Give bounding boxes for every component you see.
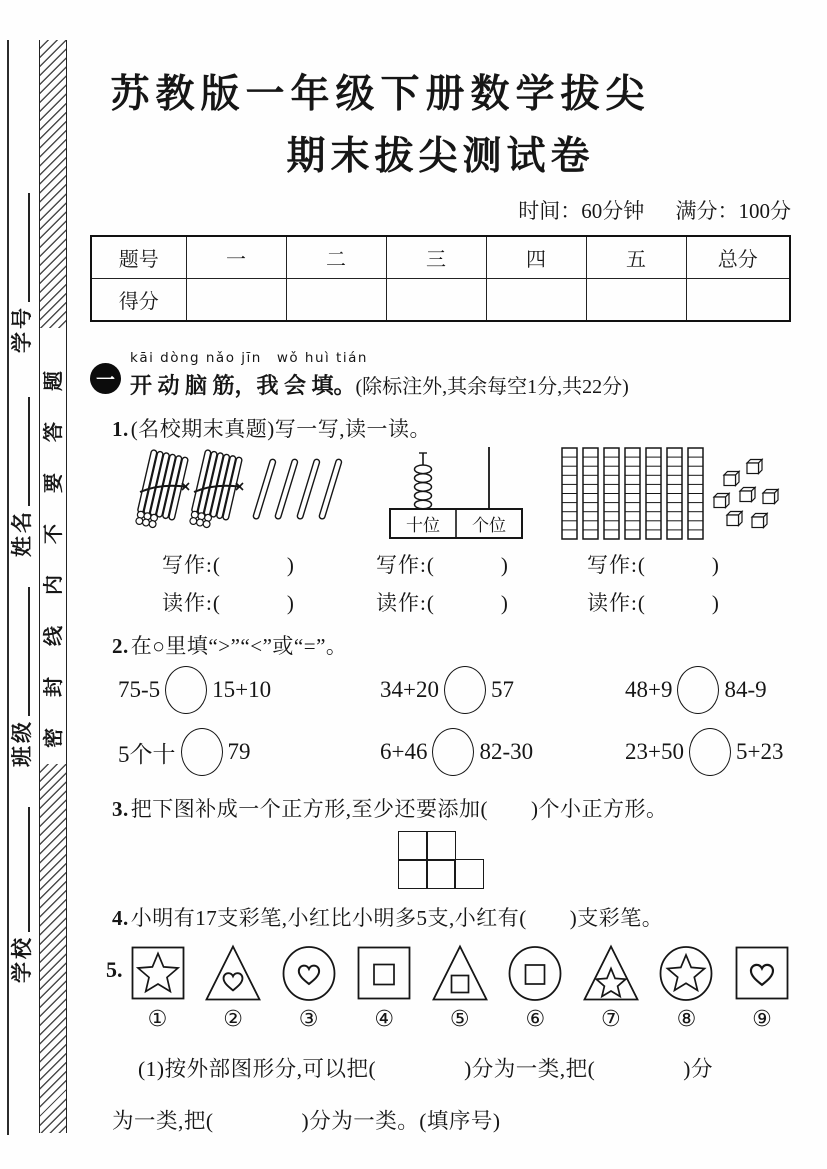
score-cell — [486, 279, 586, 322]
question-3: 3.把下图补成一个正方形,至少还要添加( )个小正方形。 — [112, 797, 668, 821]
answer-circle — [181, 728, 223, 776]
section-score-note: (除标注外,其余每空1分,共22分) — [355, 376, 629, 398]
shape-item-square-square — [355, 944, 413, 1032]
read-as-blank: 读作:( ) — [162, 591, 295, 615]
answer-circle — [689, 728, 731, 776]
shape-item-circle-heart — [280, 944, 338, 1032]
ones-place-label: 个位 — [472, 516, 506, 535]
class-blank-line — [28, 587, 30, 716]
col-five: 五 — [586, 236, 686, 279]
seal-strip — [39, 40, 67, 1133]
seal-hatch-top — [40, 40, 66, 328]
question-1: 1.(名校期末真题)写一写,读一读。 — [112, 417, 431, 441]
shape-number: ⑦ — [601, 1007, 621, 1032]
question-5: 5. ① ② ③ ④ ⑤ ⑥ ⑦ ⑧ ⑨ — [106, 944, 791, 1032]
write-as-blank: 写作:( ) — [376, 553, 509, 577]
paper-title-line1: 苏教版一年级下册数学拔尖 — [110, 73, 651, 116]
school-label: 学校 — [10, 935, 34, 983]
grid-square-cell — [454, 859, 484, 889]
shape-number: ⑧ — [676, 1007, 697, 1032]
comparison-item: 23+50 5+23 — [625, 724, 791, 780]
score-table-header-row — [91, 236, 790, 279]
paper-content — [90, 55, 791, 1147]
shapes-row — [129, 944, 792, 1032]
section-number-badge: 一 — [90, 363, 121, 394]
question-1-figures — [120, 451, 791, 617]
grid-square-cell — [398, 831, 428, 861]
shape-number: ④ — [374, 1007, 395, 1032]
col-three: 三 — [386, 236, 486, 279]
exam-info — [90, 195, 791, 225]
score-cell — [686, 279, 790, 322]
score-cell — [186, 279, 286, 322]
comparison-item: 75-5 15+10 — [118, 662, 380, 718]
shape-item-square-heart — [733, 944, 791, 1032]
score-table — [90, 235, 791, 322]
section-one-header — [90, 346, 791, 400]
class-label: 班级 — [10, 719, 34, 767]
class-field — [8, 587, 34, 767]
circle-with-star-figure — [657, 944, 715, 1002]
read-as-blank: 读作:( ) — [587, 591, 720, 615]
section-title — [130, 369, 629, 400]
comparison-grid — [118, 662, 791, 780]
student-id-label: 学号 — [10, 305, 34, 353]
shape-number: ③ — [298, 1007, 319, 1032]
answer-circle — [444, 666, 486, 714]
school-field — [8, 807, 34, 983]
student-id-blank-line — [28, 193, 30, 302]
section-heading: 开 动 脑 筋，我 会 填。 — [130, 373, 356, 398]
student-id-field — [8, 193, 34, 353]
name-label: 姓名 — [10, 509, 34, 557]
shape-number: ⑨ — [752, 1007, 772, 1032]
question-number-header: 题号 — [91, 236, 186, 279]
square-with-heart-figure — [733, 944, 791, 1002]
circle-with-square-figure — [506, 944, 564, 1002]
shape-item-triangle-square — [431, 944, 489, 1032]
grid-square-cell — [426, 859, 456, 889]
school-blank-line — [28, 807, 30, 932]
sub1-line1: (1)按外部图形分,可以把( )分为一类,把( )分 — [138, 1057, 713, 1081]
grid-figure — [398, 831, 484, 889]
name-field — [8, 397, 34, 557]
shape-item-circle-star — [657, 944, 715, 1032]
col-one: 一 — [186, 236, 286, 279]
section-pinyin: kāi dòng nǎo jīn wǒ huì tián — [130, 350, 368, 366]
comparison-item: 48+9 84-9 — [625, 662, 791, 718]
tens-place-label: 十位 — [406, 516, 440, 535]
comparison-item: 5个十 79 — [118, 724, 380, 780]
answer-circle — [677, 666, 719, 714]
question-4: 4.小明有17支彩笔,小红比小明多5支,小红有( )支彩笔。 — [112, 906, 664, 930]
score-cell — [386, 279, 486, 322]
abacus-figure — [384, 445, 534, 541]
col-two: 二 — [286, 236, 386, 279]
seal-warning-text: 密封线内不要答题 — [43, 340, 65, 748]
col-four: 四 — [486, 236, 586, 279]
question-5-sub1 — [112, 1044, 791, 1147]
shape-item-circle-square — [506, 944, 564, 1032]
circle-with-heart-figure — [280, 944, 338, 1002]
triangle-with-heart-figure — [204, 944, 262, 1002]
shape-number: ⑥ — [525, 1007, 546, 1032]
base-ten-blocks-figure — [559, 445, 791, 541]
comparison-item: 6+46 82-30 — [380, 724, 625, 780]
shape-item-square-star — [129, 944, 187, 1032]
time-limit: 时间：60分钟 — [518, 199, 645, 223]
seal-hatch-bottom — [40, 764, 66, 1133]
square-with-star-figure — [129, 944, 187, 1002]
seal-text-area — [40, 328, 66, 764]
score-cell — [586, 279, 686, 322]
score-cell — [286, 279, 386, 322]
question-2: 2.在○里填“>”“<”或“=”。 — [112, 634, 348, 658]
score-table-score-row — [91, 279, 790, 322]
grid-square-cell — [398, 859, 428, 889]
name-blank-line — [28, 397, 30, 506]
grid-square-cell — [426, 831, 456, 861]
shape-number: ② — [223, 1007, 243, 1032]
shape-item-triangle-star — [582, 944, 640, 1032]
write-as-blank: 写作:( ) — [587, 553, 720, 577]
answer-circle — [165, 666, 207, 714]
sub1-line2: 为一类,把( )分为一类。(填序号) — [112, 1108, 501, 1133]
write-as-blank: 写作:( ) — [162, 553, 295, 577]
shape-number: ⑤ — [449, 1007, 470, 1032]
shape-number: ① — [147, 1007, 168, 1032]
sticks-figure — [134, 449, 346, 541]
paper-title-line2: 期末拔尖测试卷 — [286, 135, 595, 178]
square-with-square-figure — [355, 944, 413, 1002]
full-score: 满分：100分 — [675, 199, 791, 223]
triangle-with-square-figure — [431, 944, 489, 1002]
col-total: 总分 — [686, 236, 790, 279]
triangle-with-star-figure — [582, 944, 640, 1002]
shape-item-triangle-heart — [204, 944, 262, 1032]
read-as-blank: 读作:( ) — [376, 591, 509, 615]
answer-circle — [432, 728, 474, 776]
comparison-item: 34+20 57 — [380, 662, 625, 718]
score-label-cell: 得分 — [91, 279, 186, 322]
